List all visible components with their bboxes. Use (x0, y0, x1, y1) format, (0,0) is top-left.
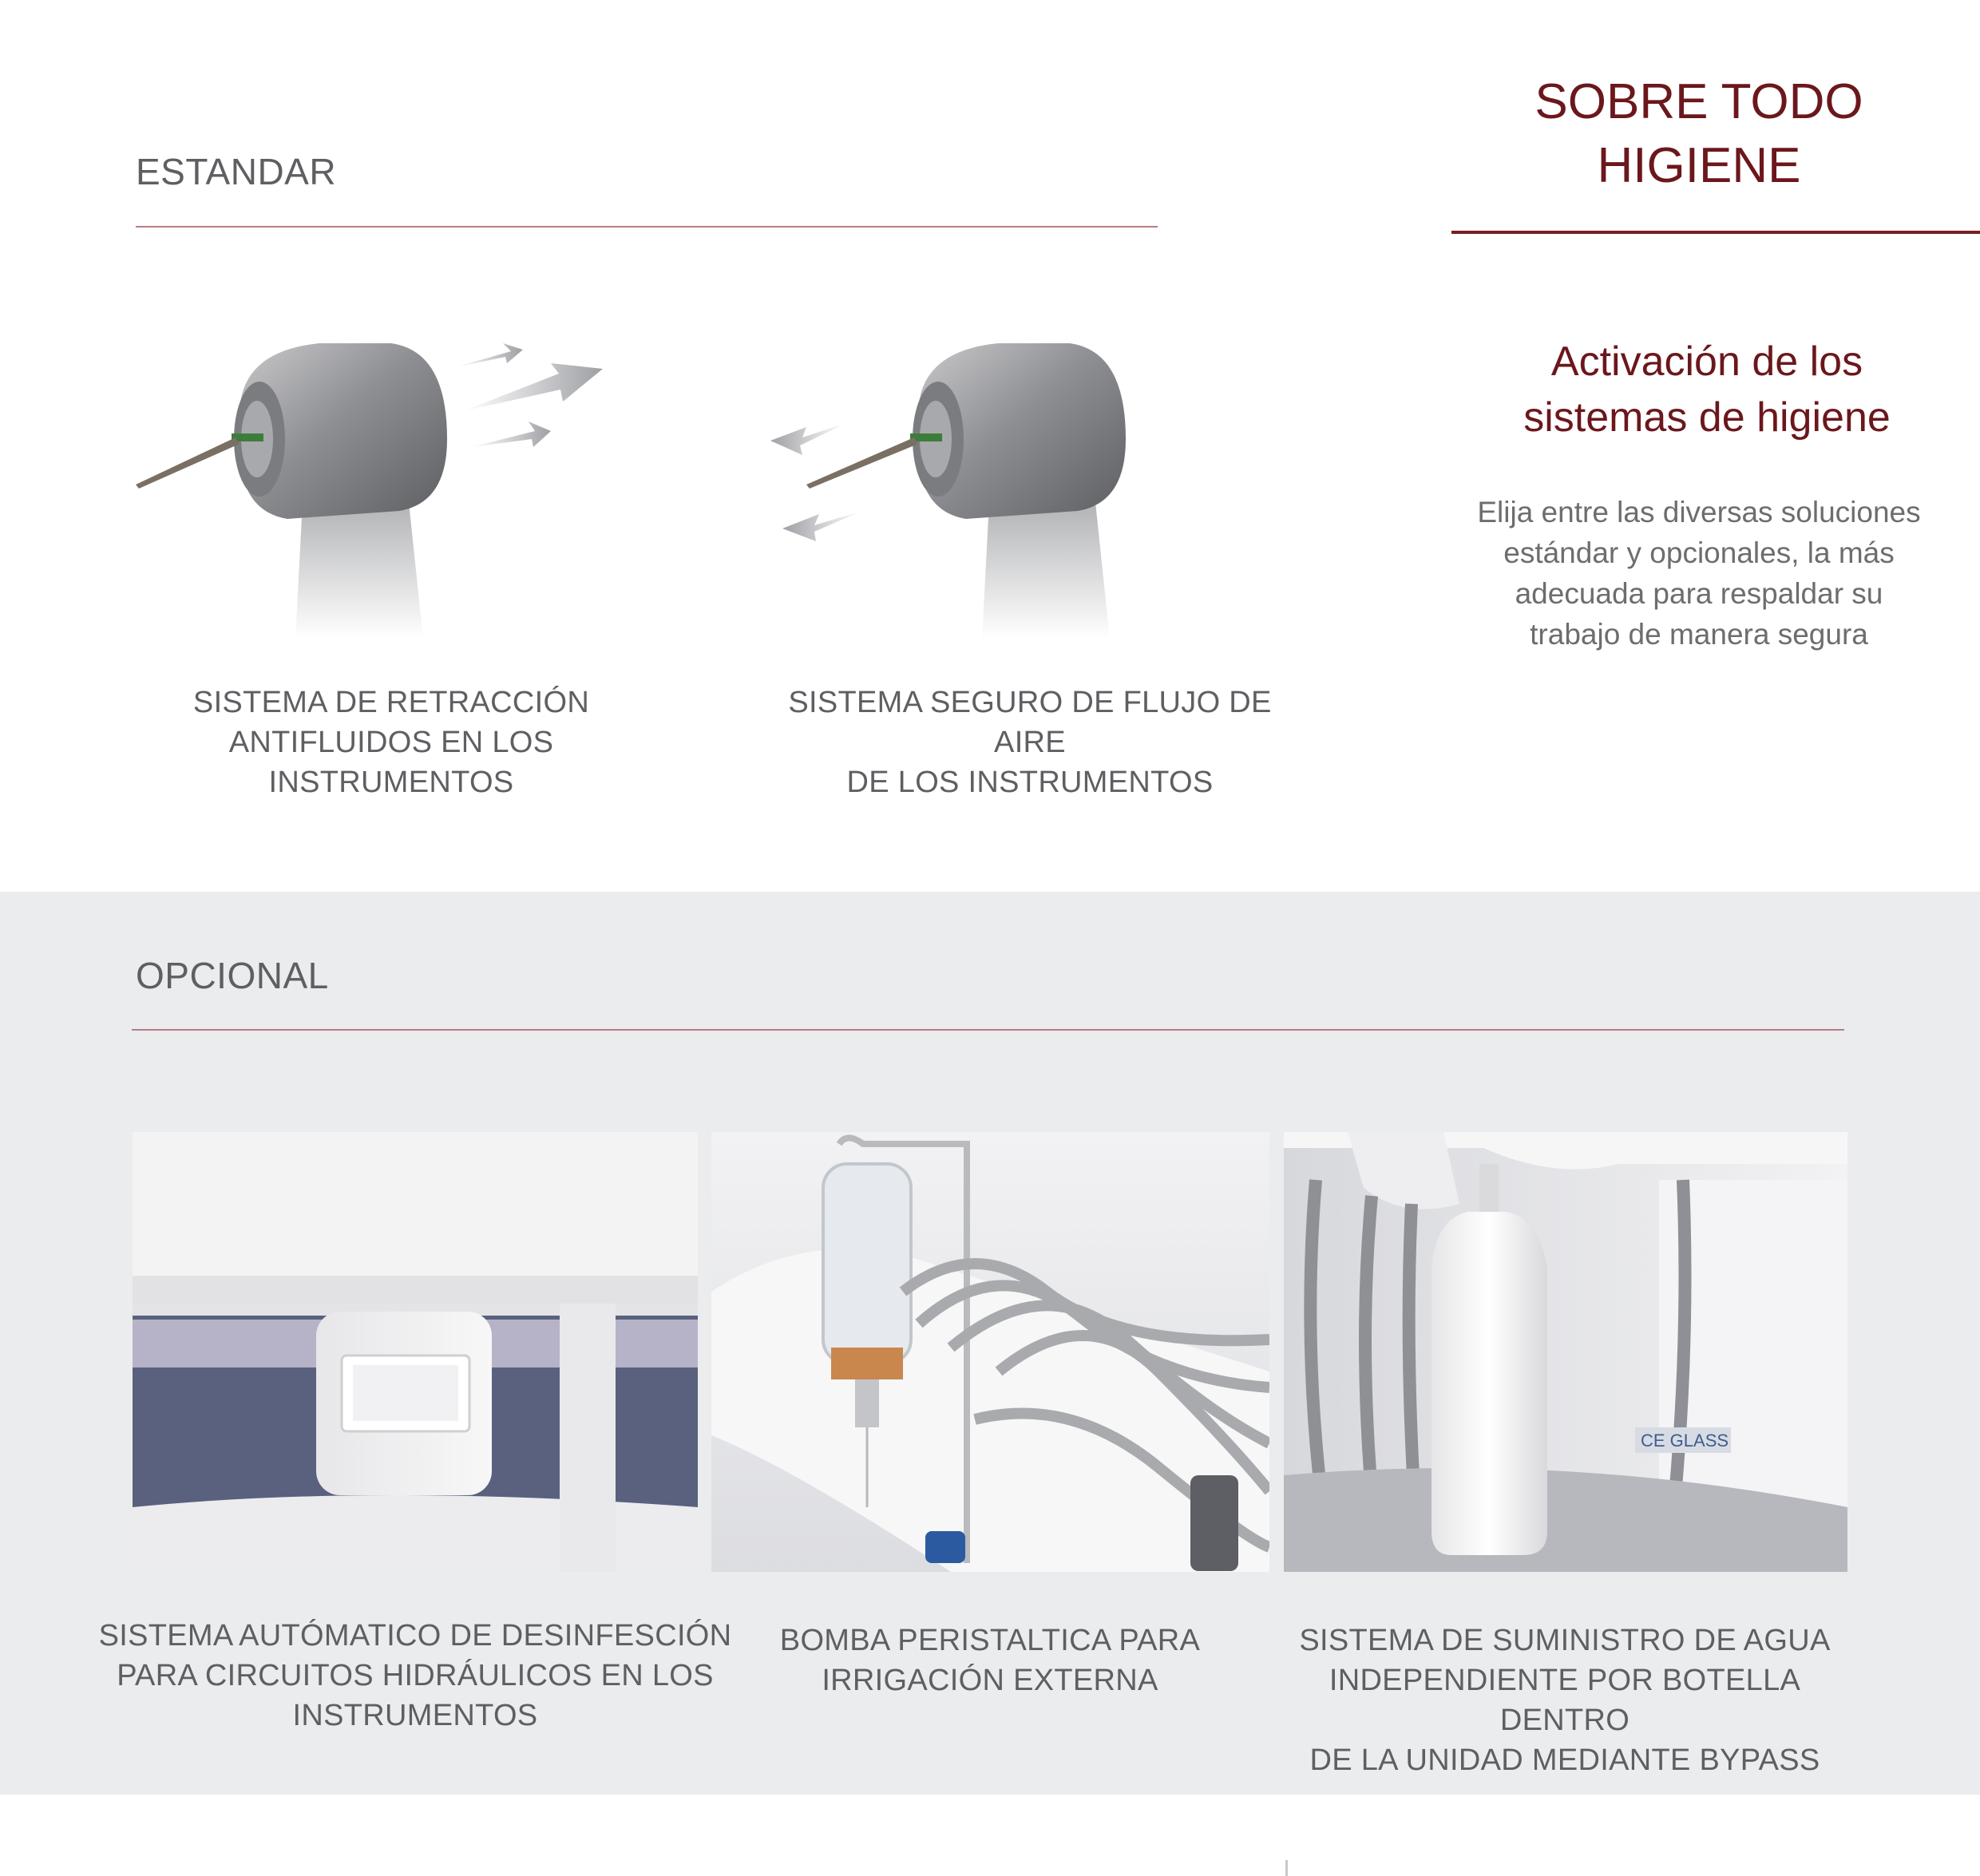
caption-line: INSTRUMENTOS (292, 1699, 538, 1732)
section-label-standard: ESTANDAR (136, 151, 337, 192)
peristaltic-pump-photo (711, 1132, 1269, 1572)
handpiece-inflow-icon (758, 319, 1269, 655)
intro-line: Elija entre las diversas soluciones (1477, 496, 1921, 528)
caption-line: INSTRUMENTOS (268, 766, 514, 799)
intro-line: adecuada para respaldar su (1515, 577, 1883, 610)
caption-line: DE LA UNIDAD MEDIANTE BYPASS (1309, 1743, 1820, 1777)
caption-line: IRRIGACIÓN EXTERNA (822, 1664, 1158, 1697)
intro-line: estándar y opcionales, la más (1503, 536, 1895, 569)
page-tick-mark (1285, 1860, 1288, 1876)
caption-line: SISTEMA AUTÓMATICO DE DESINFESCIÓN (98, 1619, 732, 1652)
intro-line: trabajo de manera segura (1530, 618, 1868, 651)
title-divider (1451, 231, 1980, 234)
caption-line: PARA CIRCUITOS HIDRÁULICOS EN LOS (117, 1659, 714, 1692)
page-title-line1: SOBRE TODO (1534, 74, 1863, 129)
disinfection-sensor-photo (133, 1132, 698, 1572)
page-title (1491, 70, 1907, 198)
optional-caption-pump (719, 1621, 1261, 1700)
standard-caption-airflow (750, 683, 1309, 802)
caption-line: DE LOS INSTRUMENTOS (846, 766, 1214, 799)
subtitle-line1: Activación de los (1550, 338, 1863, 385)
water-bottle-photo (1284, 1132, 1847, 1572)
page-title-line2: HIGIENE (1597, 138, 1801, 193)
section-subtitle (1499, 334, 1915, 445)
handpiece-outflow-icon (120, 319, 631, 655)
caption-line: SISTEMA DE RETRACCIÓN (192, 686, 590, 719)
section-label-optional: OPCIONAL (136, 955, 329, 996)
caption-line: ANTIFLUIDOS EN LOS (228, 726, 554, 759)
optional-caption-disinfection (96, 1616, 735, 1735)
optional-caption-water-bottle (1269, 1621, 1860, 1780)
standard-caption-retraction (152, 683, 631, 802)
standard-divider (136, 226, 1158, 228)
optional-divider (132, 1029, 1844, 1031)
caption-line: SISTEMA SEGURO DE FLUJO DE AIRE (788, 686, 1272, 759)
caption-line: BOMBA PERISTALTICA PARA (779, 1624, 1201, 1657)
intro-paragraph (1451, 492, 1946, 655)
caption-line: SISTEMA DE SUMINISTRO DE AGUA (1299, 1624, 1831, 1657)
subtitle-line2: sistemas de higiene (1523, 394, 1891, 441)
bottle-label: CE GLASS (1641, 1431, 1729, 1451)
caption-line: INDEPENDIENTE POR BOTELLA DENTRO (1329, 1664, 1801, 1737)
